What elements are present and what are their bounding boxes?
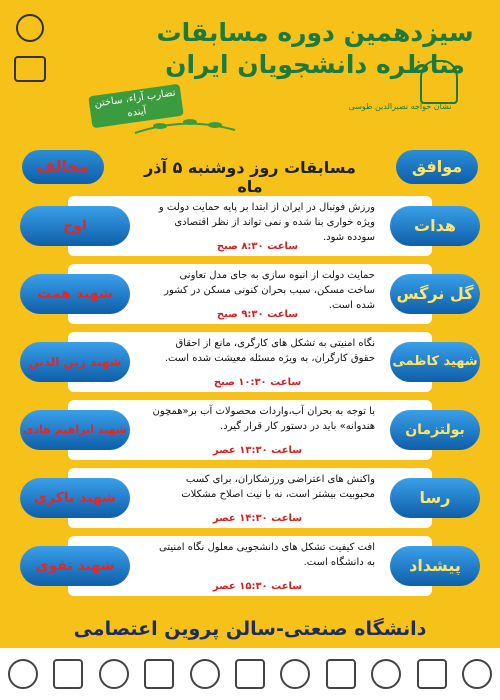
khajeh-nasir-emblem-icon [420, 60, 458, 104]
sponsor-logo-icon [371, 659, 401, 689]
header-title-line1: سیزدهمین دوره مسابقات [156, 18, 474, 47]
con-team: شهید تقوی [20, 546, 130, 586]
sponsor-logo-icon [235, 659, 265, 689]
match-topic: با توجه به بحران آب،واردات محصولات آب بر«همچون هندوانه» باید در دستور کار قرار گیرد. [152, 406, 375, 432]
sponsor-logo-icon [99, 659, 129, 689]
match-topic: حمایت دولت از انبوه سازی به جای مدل تعاونی ساخت مسکن، سبب بحران کنونی مسکن در کشور شده است. [164, 270, 375, 311]
con-team: شهید همت [20, 274, 130, 314]
sponsor-logo-icon [8, 659, 38, 689]
con-team: شهید ابراهیم هادی [20, 410, 130, 450]
sponsor-logo-icon [280, 659, 310, 689]
right-logo [420, 60, 458, 104]
match-topic: ورزش فوتبال در ایران از ابتدا بر پایه حمایت دولت و ویژه خواری بنا شده و نمی تواند از نظر اقتصادی سودده شود. [158, 202, 375, 243]
header-title-line2: مناظره دانشجویان ایران [165, 50, 465, 79]
match-row [20, 332, 480, 392]
match-row [20, 468, 480, 528]
con-team: شهید زین الدین [20, 342, 130, 382]
pro-team: هدات [390, 206, 480, 246]
pro-team: پیشداد [390, 546, 480, 586]
pro-team: رسا [390, 478, 480, 518]
match-topic: افت کیفیت تشکل های دانشجویی معلول نگاه امنیتی به دانشگاه است. [159, 542, 375, 568]
motto-banner: تضارب آراء، ساختن آینده [88, 84, 184, 128]
match-topic: نگاه امنیتی به تشکل های کارگری، مانع از احقاق حقوق کارگران، به ویژه مسئله معیشت شده است. [164, 338, 375, 364]
con-team: اوج [20, 206, 130, 246]
sponsor-logo-icon [462, 659, 492, 689]
match-time: ساعت ۱۰:۳۰ صبح [213, 377, 302, 388]
match-time: ساعت ۱۵:۳۰ عصر [212, 581, 303, 592]
match-row [20, 196, 480, 256]
organization-logo-icon [14, 56, 46, 82]
match-time: ساعت ۸:۳۰ صبح [216, 241, 299, 252]
olive-branch-icon [130, 118, 240, 138]
sponsor-logos-footer [0, 648, 500, 700]
venue-text: دانشگاه صنعتی-سالن پروین اعتصامی [73, 618, 427, 640]
match-row [20, 400, 480, 460]
sponsor-logo-icon [190, 659, 220, 689]
sponsor-logo-icon [417, 659, 447, 689]
con-team: شهید باکری [20, 478, 130, 518]
match-time: ساعت ۱۴:۳۰ عصر [212, 513, 303, 524]
column-header-con: مخالف [22, 150, 104, 184]
match-time: ساعت ۱۳:۳۰ عصر [212, 445, 303, 456]
match-row [20, 264, 480, 324]
sponsor-logo-icon [326, 659, 356, 689]
pro-team: گل نرگس [390, 274, 480, 314]
match-time: ساعت ۹:۳۰ صبح [216, 309, 299, 320]
sponsor-logo-icon [144, 659, 174, 689]
match-topic: واکنش های اعتراضی ورزشکاران، برای کسب محبوبیت بیشتر است، نه با نیت اصلاح مشکلات [181, 474, 375, 500]
column-header-pro: موافق [396, 150, 478, 184]
pro-team: شهید کاظمی [390, 342, 480, 382]
sponsor-logo-icon [53, 659, 83, 689]
schedule-title: مسابقات روز دوشنبه ۵ آذر ماه [144, 158, 356, 196]
left-logos [14, 14, 46, 82]
pro-team: بولتزمان [390, 410, 480, 450]
match-row [20, 536, 480, 596]
logo-caption: نشان خواجه نصیرالدین طوسی [348, 102, 452, 111]
jahad-logo-icon [16, 14, 44, 42]
